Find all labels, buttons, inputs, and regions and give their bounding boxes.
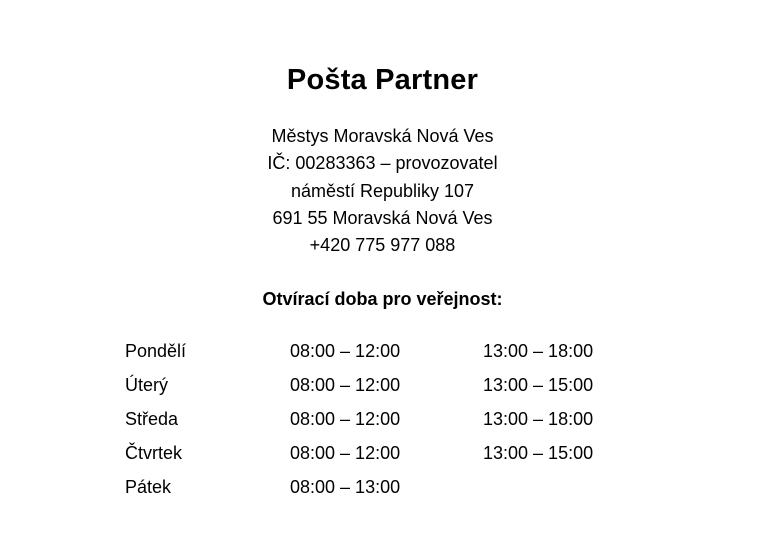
address-block — [0, 123, 765, 260]
table-row — [125, 403, 663, 437]
morning-hours: 08:00 – 12:00 — [290, 375, 401, 396]
address-line-street: náměstí Republiky 107 — [290, 180, 475, 201]
opening-hours-table — [125, 335, 663, 505]
table-row — [125, 369, 663, 403]
day-label: Úterý — [125, 375, 169, 396]
day-label: Středa — [125, 409, 179, 430]
address-line-organization: Městys Moravská Nová Ves — [271, 125, 494, 146]
morning-hours: 08:00 – 12:00 — [290, 409, 401, 430]
table-row — [125, 471, 663, 505]
day-label: Čtvrtek — [125, 443, 183, 464]
afternoon-hours: 13:00 – 15:00 — [483, 443, 594, 464]
table-row — [125, 437, 663, 471]
day-label: Pondělí — [125, 341, 187, 362]
morning-hours: 08:00 – 12:00 — [290, 443, 401, 464]
table-row — [125, 335, 663, 369]
afternoon-hours: 13:00 – 18:00 — [483, 409, 594, 430]
address-line-phone: +420 775 977 088 — [309, 235, 456, 256]
afternoon-hours — [483, 471, 663, 505]
opening-hours-heading: Otvírací doba pro veřejnost: — [262, 288, 503, 309]
address-line-registration: IČ: 00283363 – provozovatel — [267, 153, 498, 174]
day-label: Pátek — [125, 477, 172, 498]
page-title: Pošta Partner — [286, 64, 479, 96]
morning-hours: 08:00 – 13:00 — [290, 477, 401, 498]
address-line-city: 691 55 Moravská Nová Ves — [272, 207, 493, 228]
afternoon-hours: 13:00 – 15:00 — [483, 375, 594, 396]
morning-hours: 08:00 – 12:00 — [290, 341, 401, 362]
afternoon-hours: 13:00 – 18:00 — [483, 341, 594, 362]
